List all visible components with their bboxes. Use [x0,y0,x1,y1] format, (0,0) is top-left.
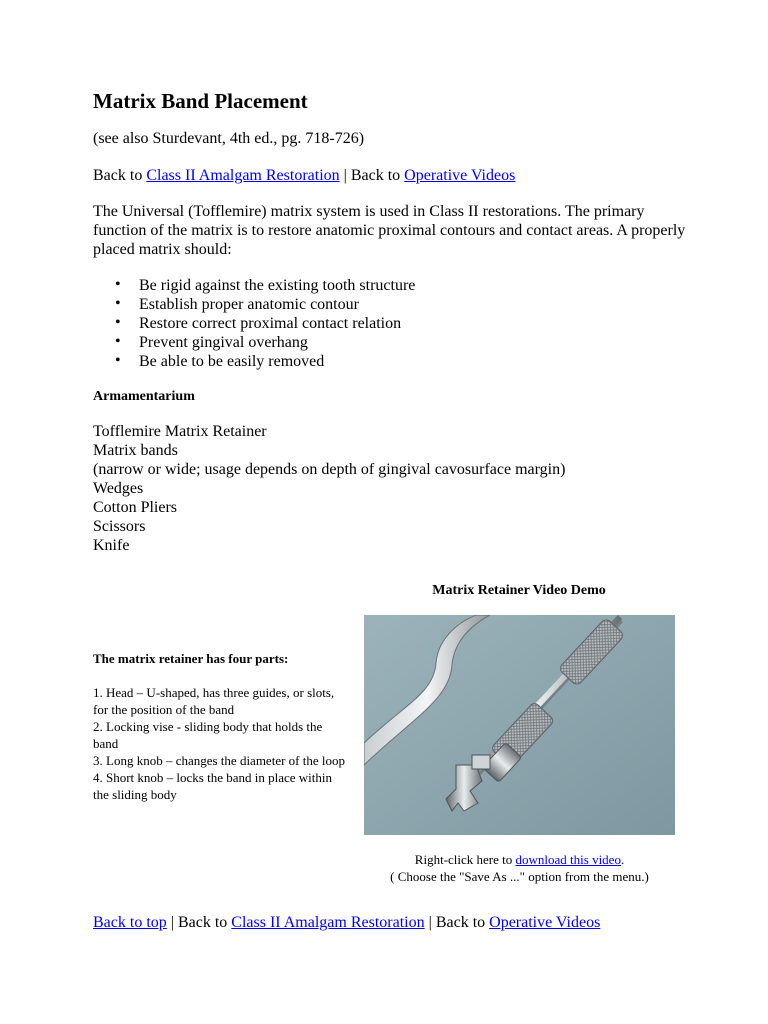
download-line [364,851,675,868]
list-item: • Prevent gingival overhang [115,333,308,351]
bullet-icon: • [115,295,121,312]
class-ii-amalgam-link-bottom[interactable]: Class II Amalgam Restoration [231,914,425,931]
list-item: 2. Locking vise - sliding body that holds the band [93,719,323,751]
armamentarium-heading: Armamentarium [93,389,195,404]
list-item: (narrow or wide; usage depends on depth of gingival cavosurface margin) [93,461,566,478]
list-item: Tofflemire Matrix Retainer [93,423,267,440]
list-item: 4. Short knob – locks the band in place within the sliding body [93,770,333,802]
list-item: 1. Head – U-shaped, has three guides, or slots, for the position of the band [93,685,335,717]
list-item: Wedges [93,480,144,497]
list-item: • Be rigid against the existing tooth structure [115,276,416,294]
operative-videos-link-bottom[interactable]: Operative Videos [489,914,601,931]
bottom-nav-back-label-2: Back to [435,914,490,931]
bottom-nav-separator: | [424,914,436,931]
bullet-icon: • [115,314,121,331]
video-demo-title: Matrix Retainer Video Demo [432,583,606,598]
bottom-nav-separator: | [166,914,178,931]
bullet-icon: • [115,352,121,369]
bullet-icon: • [115,333,121,350]
list-item: 3. Long knob – changes the diameter of the loop [93,753,345,768]
retainer-parts-section [93,650,348,803]
matrix-retainer-photo [364,615,675,835]
page-title: Matrix Band Placement [93,89,308,113]
list-item: • Be able to be easily removed [115,352,325,370]
intro-paragraph: The Universal (Tofflemire) matrix system is used in Class II restorations. The primary function of the matrix is to restore anatomic proximal contours and contact areas. A properly placed matrix should: [93,203,686,258]
list-item: • Restore correct proximal contact relation [115,314,402,332]
list-item: Scissors [93,518,146,535]
retainer-parts-heading: The matrix retainer has four parts: [93,651,289,666]
armamentarium-list [93,422,693,555]
top-nav-back-label-2: Back to [350,167,405,184]
list-item: Cotton Pliers [93,499,178,516]
list-item: Matrix bands [93,442,178,459]
download-suffix: . [620,852,625,867]
list-item: • Establish proper anatomic contour [115,295,359,313]
top-nav-separator: | [339,167,351,184]
matrix-criteria-list [93,276,653,371]
save-as-hint: ( Choose the "Save As ..." option from the menu.) [390,869,649,884]
download-video-link[interactable]: download this video [515,852,621,867]
bottom-nav-back-label-1: Back to [177,914,232,931]
top-nav [93,166,515,185]
operative-videos-link[interactable]: Operative Videos [404,167,516,184]
bottom-nav [93,913,600,932]
bullet-icon: • [115,276,121,293]
back-to-top-link[interactable]: Back to top [93,914,167,931]
class-ii-amalgam-link[interactable]: Class II Amalgam Restoration [146,167,340,184]
video-caption [364,851,675,885]
top-nav-back-label-1: Back to [93,167,147,184]
list-item: Knife [93,537,130,554]
reference-note: (see also Sturdevant, 4th ed., pg. 718-726) [93,130,365,147]
download-prefix: Right-click here to [414,852,516,867]
